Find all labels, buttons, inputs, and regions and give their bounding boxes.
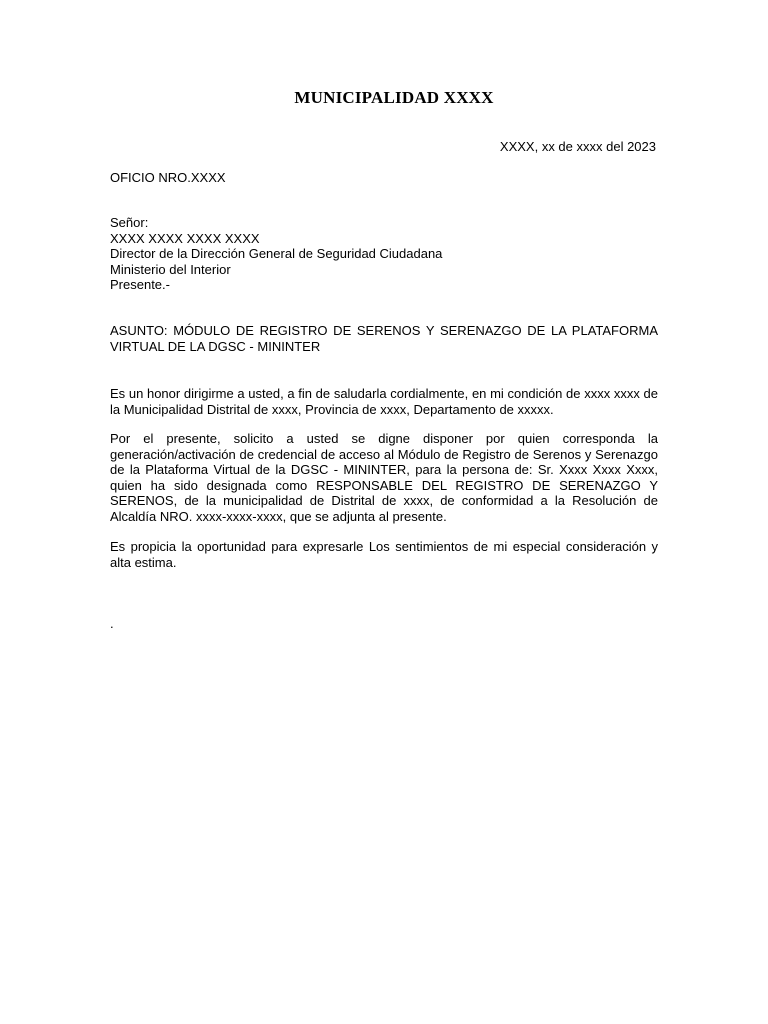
recipient-position: Director de la Dirección General de Seguridad Ciudadana [110,246,443,261]
recipient-organization: Ministerio del Interior [110,261,231,277]
recipient-presente: Presente.- [110,277,170,292]
body-paragraph-3: Es propicia la oportunidad para expresarle Los sentimientos de mi especial consideración y alta estima. [110,539,658,570]
body-paragraph-1: Es un honor dirigirme a usted, a fin de saludarla cordialmente, en mi condición de xxxx xxxx de la Municipalidad Distrital de xxxx, Provincia de xxxx, Departamento de xxxxx. [110,386,658,417]
document-title: MUNICIPALIDAD XXXX [294,88,494,107]
date-line: XXXX, xx de xxxx del 2023 [499,139,656,154]
body-paragraph-2: Por el presente, solicito a usted se digne disponer por quien corresponda la generación/activación de credencial de acceso al Módulo de Registro de Serenos y Serenazgo de la Plataforma Virtual de la DGSC - MININTER, para la persona de: Sr. Xxxx Xxxx Xxxx, quien ha sido designada como RESPONSABLE DEL REGISTRO DE SERENAZGO Y SERENOS, de la municipalidad de Distrital de xxxx, de conformidad a la Resolución de Alcaldía NRO. xxxx-xxxx-xxxx, que se adjunta al presente. [110,431,658,524]
recipient-name: XXXX XXXX XXXX XXXX [110,230,260,246]
oficio-number: OFICIO NRO.XXXX [110,170,226,185]
trailing-mark: . [110,616,114,631]
recipient-block [110,215,658,293]
subject-line: ASUNTO: MÓDULO DE REGISTRO DE SERENOS Y SERENAZGO DE LA PLATAFORMA VIRTUAL DE LA DGSC - MININTER [110,323,658,354]
recipient-salutation: Señor: [110,215,149,230]
